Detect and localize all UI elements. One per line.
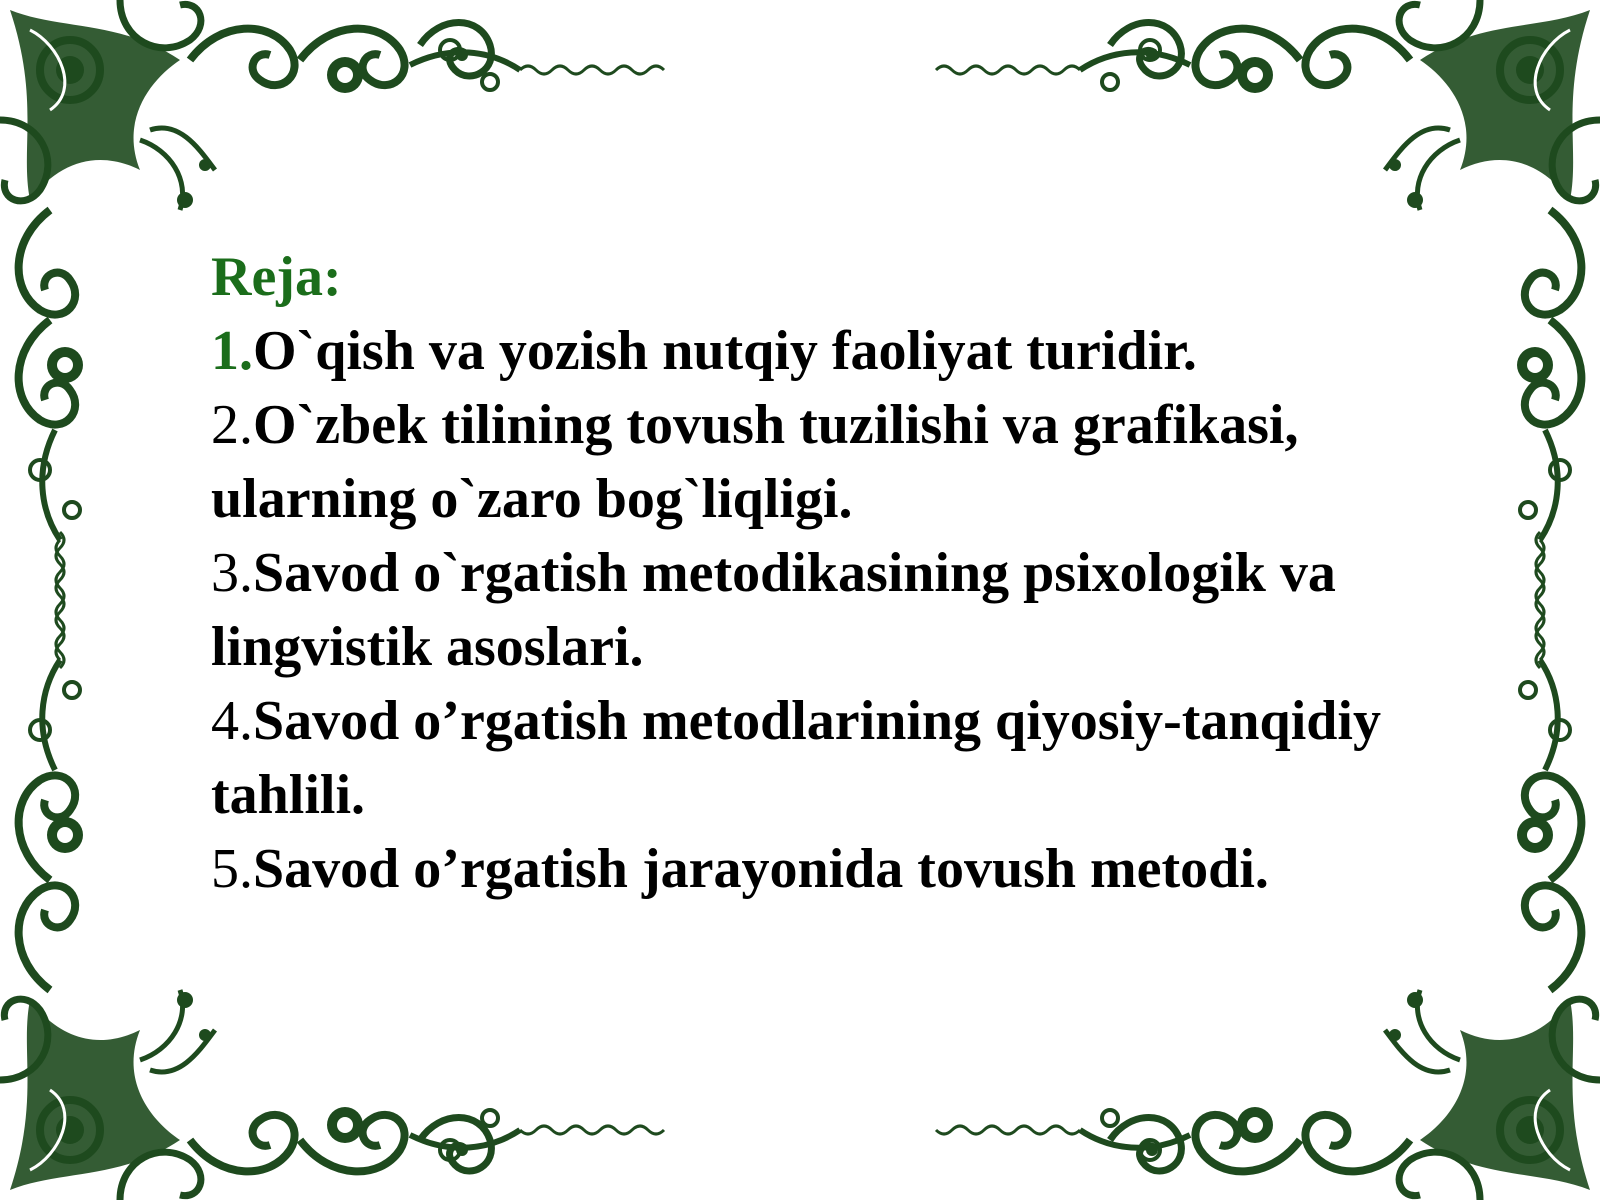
plan-item-4 bbox=[211, 684, 1411, 832]
plan-content bbox=[211, 240, 1411, 906]
plan-item-text: Savod o`rgatish metodikasining psixologik va lingvistik asoslari. bbox=[211, 542, 1336, 678]
plan-item-5 bbox=[211, 832, 1411, 906]
plan-item-number: 5. bbox=[211, 838, 253, 900]
plan-item-number: 4. bbox=[211, 690, 253, 752]
plan-item-text: Savod o’rgatish jarayonida tovush metodi. bbox=[253, 838, 1269, 900]
plan-item-text: O`zbek tilining tovush tuzilishi va grafikasi, ularning o`zaro bog`liqligi. bbox=[211, 394, 1299, 530]
plan-item-number: 1. bbox=[211, 320, 253, 382]
plan-item-text: O`qish va yozish nutqiy faoliyat turidir. bbox=[253, 320, 1197, 382]
plan-item-2 bbox=[211, 388, 1411, 536]
plan-item-3 bbox=[211, 536, 1411, 684]
plan-item-number: 3. bbox=[211, 542, 253, 604]
plan-item-text: Savod o’rgatish metodlarining qiyosiy-tanqidiy tahlili. bbox=[211, 690, 1381, 826]
plan-item-1 bbox=[211, 314, 1411, 388]
plan-item-number: 2. bbox=[211, 394, 253, 456]
plan-heading: Reja: bbox=[211, 246, 342, 308]
